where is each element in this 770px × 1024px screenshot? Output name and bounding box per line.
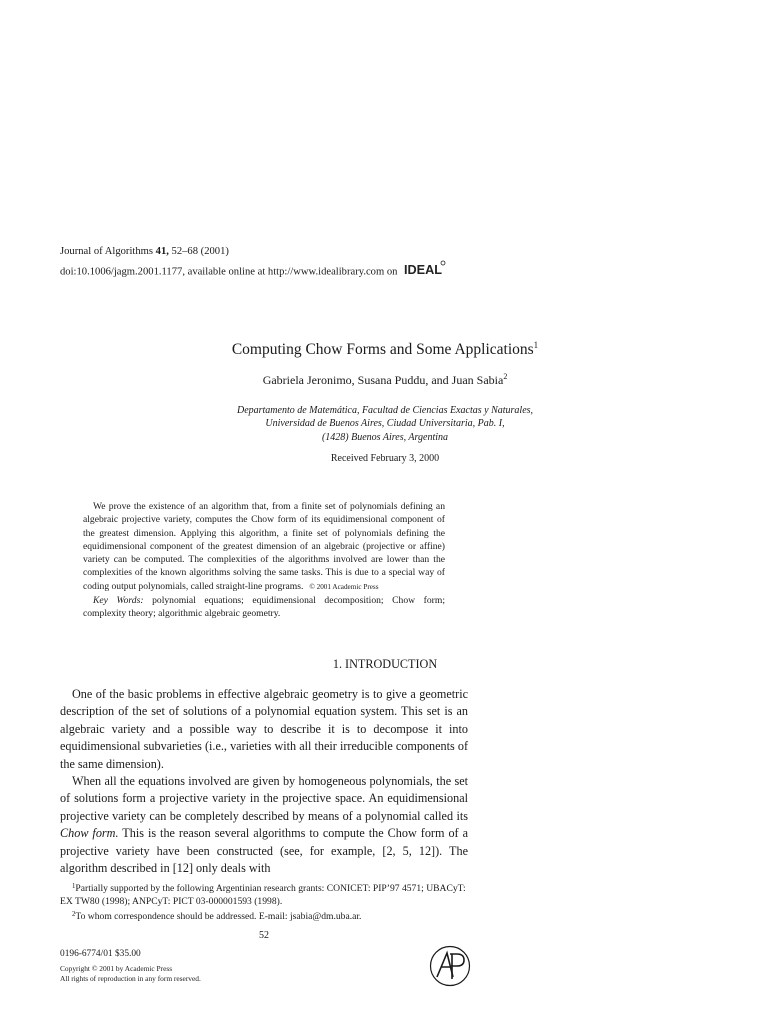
authors-footnote-marker: 2 <box>503 372 508 381</box>
price-line: 0196-6774/01 $35.00 <box>60 949 141 959</box>
paper-authors: Gabriela Jeronimo, Susana Puddu, and Juan Sabia$^2$ <box>262 372 508 387</box>
affiliation-line: (1428) Buenos Aires, Argentina <box>321 431 449 443</box>
keywords: Key Words: polynomial equations; equidimensional decomposition; Chow form; complexity theory; algorithmic algebraic geometry. <box>83 595 445 620</box>
abstract <box>83 500 445 621</box>
rights-line: All rights of reproduction in any form reserved. <box>60 974 201 983</box>
affiliation-line: Universidad de Buenos Aires, Ciudad Universitaria, Pab. I, <box>265 418 505 430</box>
publisher-info <box>60 948 201 984</box>
body-text <box>60 686 468 877</box>
doi-line: doi:10.1006/jagm.2001.1177, available online at http://www.idealibrary.com on IDEAL <box>60 260 446 284</box>
received-date: Received February 3, 2000 <box>330 453 440 464</box>
copyright-line: Copyright © 2001 by Academic Press <box>60 964 173 973</box>
footnote-1: $^1$Partially supported by the following Argentinian research grants: CONICET: PIP’97 4571; UBACyT: EX TW80 (1998); ANPCyT: PICT 03-000001593 (1998). <box>60 883 466 907</box>
title-footnote-marker: 1 <box>533 340 539 350</box>
abstract-text: We prove the existence of an algorithm that, from a finite set of polynomials defining an algebraic projective variety, computes the Chow form of its equidimensional component of the greatest dimension. Applying this algorithm, a finite set of polynomials defining the equidimensional component of the greatest dimension of an algebraic (projective or affine) variety can be computed. The complexities of the algorithms involved are lower than the complexities of the known algorithms solving the same tasks. This is due to a special way of coding output polynomials, called straight-line programs. © 2001 Academic Press <box>83 501 445 592</box>
journal-citation: Journal of Algorithms 41, 52–68 (2001) <box>60 246 229 257</box>
paragraph: When all the equations involved are given by homogeneous polynomials, the set of solutions form a projective variety in the projective space. An equidimensional projective variety can be completely described by means of a polynomial called its Chow form. This is the reason several algorithms to compute the Chow form of a projective variety have been constructed (see, for example, [2, 5, 12]). The algorithm described in [12] only deals with <box>60 774 468 876</box>
page-number: 52 <box>259 930 269 941</box>
section-heading: 1. INTRODUCTION <box>332 657 438 671</box>
paragraph: One of the basic problems in effective algebraic geometry is to give a geometric description of the set of solutions of a polynomial equation system. This set is an algebraic variety and a possible way to describe it is to decompose it into equidimensional subvarieties (i.e., varieties with all their irreducible components of the same dimension). <box>60 687 468 771</box>
academic-press-logo-icon <box>428 944 472 993</box>
paper-title: Computing Chow Forms and Some Applications$^1$ <box>231 340 539 358</box>
affiliation <box>0 404 770 444</box>
svg-text:IDEAL: IDEAL <box>404 262 443 277</box>
abstract-copyright: © 2001 Academic Press <box>309 582 379 591</box>
journal-header <box>60 244 446 284</box>
footnote-2: $^2$To whom correspondence should be addressed. E-mail: jsabia@dm.uba.ar. <box>72 911 362 922</box>
footnotes <box>60 880 468 923</box>
ideal-logo-icon <box>404 260 446 284</box>
affiliation-line: Departamento de Matemática, Facultad de Ciencias Exactas y Naturales, <box>236 405 534 416</box>
